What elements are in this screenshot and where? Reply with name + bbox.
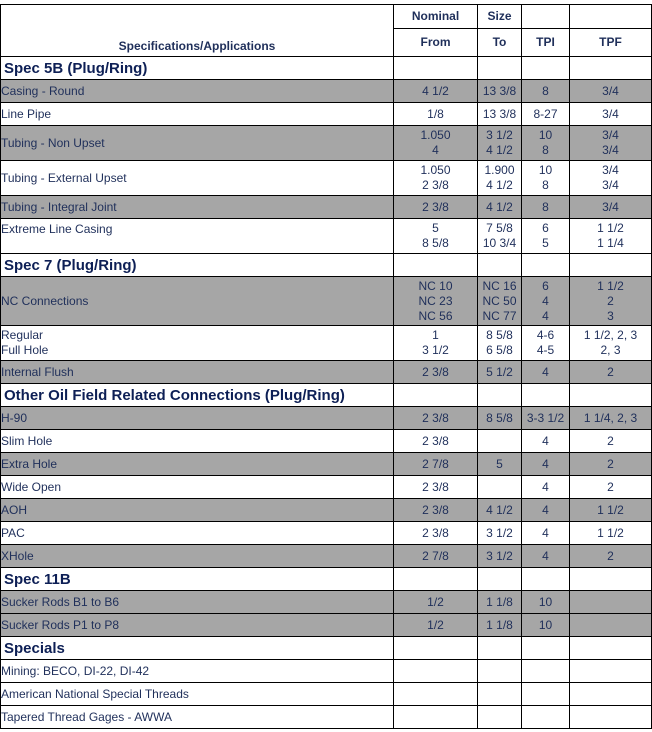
header-nominal: Nominal	[394, 5, 478, 29]
row-name: Tubing - External Upset	[1, 161, 394, 196]
cell-tpf	[570, 614, 652, 637]
section-spec7	[1, 254, 652, 277]
section-title: Specials	[1, 637, 394, 660]
row-name: Sucker Rods B1 to B6	[1, 591, 394, 614]
cell-from: 1/2	[394, 614, 478, 637]
row-name: H-90	[1, 407, 394, 430]
cell-to	[478, 476, 522, 499]
table-row	[1, 80, 652, 103]
row-name: Internal Flush	[1, 361, 394, 384]
table-row	[1, 361, 652, 384]
cell-tpf: 2	[570, 545, 652, 568]
header-to: To	[478, 29, 522, 57]
table-row	[1, 522, 652, 545]
section-spec5b	[1, 57, 652, 80]
table-row	[1, 476, 652, 499]
cell-to: 5	[478, 453, 522, 476]
cell-to: 4 1/2	[478, 499, 522, 522]
cell-tpi: 10	[522, 614, 570, 637]
cell-from	[394, 706, 478, 729]
cell-tpi: 3-3 1/2	[522, 407, 570, 430]
section-other	[1, 384, 652, 407]
row-name: XHole	[1, 545, 394, 568]
cell-tpi: 10	[522, 591, 570, 614]
cell-tpf: 3/4	[570, 80, 652, 103]
cell-from: 2 3/8	[394, 476, 478, 499]
cell-from: 1 3 1/2	[394, 326, 478, 361]
table-row	[1, 614, 652, 637]
cell-from: 2 3/8	[394, 407, 478, 430]
header-blank-tpf	[570, 5, 652, 29]
cell-from: 2 3/8	[394, 196, 478, 219]
row-name: Slim Hole	[1, 430, 394, 453]
cell-tpi: 4	[522, 499, 570, 522]
cell-to: 5 1/2	[478, 361, 522, 384]
row-name: Regular Full Hole	[1, 326, 394, 361]
cell-tpf: 3/4	[570, 196, 652, 219]
row-name: NC Connections	[1, 277, 394, 326]
cell-tpi	[522, 706, 570, 729]
row-name: American National Special Threads	[1, 683, 394, 706]
cell-tpi: 4	[522, 361, 570, 384]
row-name: PAC	[1, 522, 394, 545]
table-row	[1, 407, 652, 430]
cell-from	[394, 660, 478, 683]
table-row	[1, 591, 652, 614]
header-row-top	[1, 5, 652, 29]
table-row	[1, 161, 652, 196]
cell-tpi: 6 5	[522, 219, 570, 254]
header-tpi: TPI	[522, 29, 570, 57]
row-name: Tubing - Non Upset	[1, 126, 394, 161]
table-row	[1, 499, 652, 522]
cell-tpi: 10 8	[522, 161, 570, 196]
table-row	[1, 196, 652, 219]
section-title: Other Oil Field Related Connections (Plug/Ring)	[1, 384, 394, 407]
cell-from: 2 3/8	[394, 361, 478, 384]
cell-tpi: 8	[522, 196, 570, 219]
table-row	[1, 706, 652, 729]
cell-to: 1 1/8	[478, 591, 522, 614]
cell-from: 2 3/8	[394, 499, 478, 522]
cell-tpf: 1 1/2 2 3	[570, 277, 652, 326]
cell-tpf: 2	[570, 476, 652, 499]
cell-tpf: 3/4	[570, 103, 652, 126]
table-row	[1, 103, 652, 126]
cell-tpi: 4	[522, 522, 570, 545]
cell-tpf: 1 1/2 1 1/4	[570, 219, 652, 254]
table-row	[1, 660, 652, 683]
cell-to: 8 5/8 6 5/8	[478, 326, 522, 361]
cell-from: 2 3/8	[394, 430, 478, 453]
cell-to: 13 3/8	[478, 80, 522, 103]
cell-to: 8 5/8	[478, 407, 522, 430]
cell-to	[478, 683, 522, 706]
header-from: From	[394, 29, 478, 57]
cell-tpi: 10 8	[522, 126, 570, 161]
cell-tpi: 4	[522, 476, 570, 499]
table-row	[1, 683, 652, 706]
cell-tpf	[570, 660, 652, 683]
section-title: Spec 5B (Plug/Ring)	[1, 57, 394, 80]
row-name: Tubing - Integral Joint	[1, 196, 394, 219]
row-name: Casing - Round	[1, 80, 394, 103]
cell-tpf	[570, 683, 652, 706]
specifications-table	[0, 4, 652, 729]
cell-from: 1/2	[394, 591, 478, 614]
row-name: Mining: BECO, DI-22, DI-42	[1, 660, 394, 683]
cell-to: 1 1/8	[478, 614, 522, 637]
cell-tpf	[570, 591, 652, 614]
cell-from: 1.050 2 3/8	[394, 161, 478, 196]
cell-to: 7 5/8 10 3/4	[478, 219, 522, 254]
row-name: Tapered Thread Gages - AWWA	[1, 706, 394, 729]
cell-from: NC 10 NC 23 NC 56	[394, 277, 478, 326]
cell-tpf: 3/4 3/4	[570, 126, 652, 161]
cell-to: 3 1/2 4 1/2	[478, 126, 522, 161]
row-name: Extreme Line Casing	[1, 219, 394, 254]
cell-from: 2 7/8	[394, 453, 478, 476]
cell-tpf: 1 1/2, 2, 3 2, 3	[570, 326, 652, 361]
table-row	[1, 545, 652, 568]
cell-tpf: 2	[570, 361, 652, 384]
cell-tpf: 1 1/2	[570, 499, 652, 522]
cell-to: 4 1/2	[478, 196, 522, 219]
table-row	[1, 219, 652, 254]
cell-tpf: 2	[570, 430, 652, 453]
header-specifications: Specifications/Applications	[1, 5, 394, 57]
cell-from: 1/8	[394, 103, 478, 126]
table-row	[1, 277, 652, 326]
cell-to	[478, 660, 522, 683]
cell-tpi	[522, 683, 570, 706]
cell-tpf: 3/4 3/4	[570, 161, 652, 196]
table-row	[1, 326, 652, 361]
cell-from: 5 8 5/8	[394, 219, 478, 254]
cell-to: NC 16 NC 50 NC 77	[478, 277, 522, 326]
cell-from	[394, 683, 478, 706]
header-blank-tpi	[522, 5, 570, 29]
row-name: Line Pipe	[1, 103, 394, 126]
cell-to: 13 3/8	[478, 103, 522, 126]
section-title: Spec 11B	[1, 568, 394, 591]
cell-from: 2 3/8	[394, 522, 478, 545]
cell-tpf: 2	[570, 453, 652, 476]
cell-tpi: 8-27	[522, 103, 570, 126]
cell-tpi: 4	[522, 545, 570, 568]
cell-tpi: 8	[522, 80, 570, 103]
section-spec11b	[1, 568, 652, 591]
cell-tpi: 4	[522, 453, 570, 476]
table-row	[1, 126, 652, 161]
cell-to: 3 1/2	[478, 545, 522, 568]
cell-to	[478, 706, 522, 729]
cell-tpf: 1 1/4, 2, 3	[570, 407, 652, 430]
table-row	[1, 430, 652, 453]
cell-from: 4 1/2	[394, 80, 478, 103]
cell-to: 3 1/2	[478, 522, 522, 545]
cell-to	[478, 430, 522, 453]
section-title: Spec 7 (Plug/Ring)	[1, 254, 394, 277]
row-name: AOH	[1, 499, 394, 522]
header-tpf: TPF	[570, 29, 652, 57]
row-name: Extra Hole	[1, 453, 394, 476]
cell-to: 1.900 4 1/2	[478, 161, 522, 196]
cell-tpi	[522, 660, 570, 683]
cell-tpi: 4-6 4-5	[522, 326, 570, 361]
cell-tpf	[570, 706, 652, 729]
header-size: Size	[478, 5, 522, 29]
row-name: Sucker Rods P1 to P8	[1, 614, 394, 637]
cell-from: 2 7/8	[394, 545, 478, 568]
cell-tpi: 4	[522, 430, 570, 453]
cell-from: 1.050 4	[394, 126, 478, 161]
cell-tpi: 6 4 4	[522, 277, 570, 326]
row-name: Wide Open	[1, 476, 394, 499]
section-specials	[1, 637, 652, 660]
table-row	[1, 453, 652, 476]
cell-tpf: 1 1/2	[570, 522, 652, 545]
